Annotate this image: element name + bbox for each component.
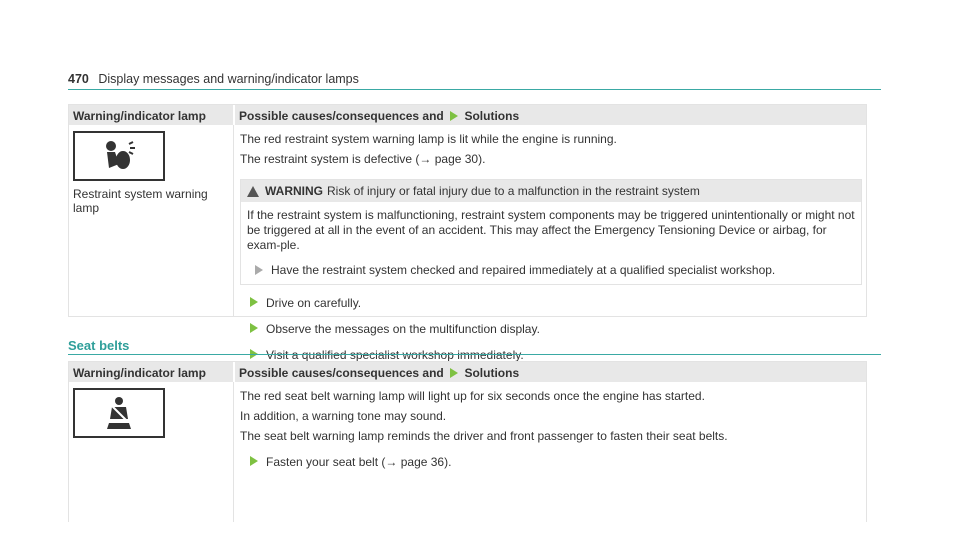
restraint-system-icon	[73, 131, 165, 181]
arrow-icon	[250, 456, 258, 466]
lamp-cell	[69, 382, 233, 522]
arrow-icon	[255, 265, 263, 275]
action-text: Fasten your seat belt (→ page 36).	[266, 455, 452, 469]
arrow-icon	[450, 368, 458, 378]
warning-text: If the restraint system is malfunctioning, restraint system components may be triggered unintentionally or might not be triggered at all in the event of an accident. This may affect the Emergency Tensioning Device or airbag, for exam-ple.	[247, 208, 855, 252]
causes-cell	[233, 125, 866, 362]
warning-action	[255, 263, 855, 278]
seat-belt-table	[68, 361, 867, 522]
table-header	[69, 362, 866, 382]
header-divider	[68, 89, 881, 90]
seat-belt-icon	[73, 388, 165, 438]
warning-box	[240, 179, 862, 285]
column-header-lamp: Warning/indicator lamp	[73, 366, 206, 380]
action-text: Drive on carefully.	[266, 296, 362, 310]
warning-action-text: Have the restraint system checked and repaired immediately at a qualified specialist workshop.	[271, 263, 776, 277]
warning-body	[241, 202, 861, 284]
arrow-icon	[450, 111, 458, 121]
description-line: In addition, a warning tone may sound.	[240, 409, 447, 423]
lamp-label: Restraint system warning lamp	[73, 187, 208, 215]
column-header-causes-text: Possible causes/consequences and	[239, 109, 444, 123]
column-header-causes	[233, 105, 866, 125]
column-header-solutions-text: Solutions	[464, 109, 520, 123]
warning-subtitle: Risk of injury or fatal injury due to a malfunction in the restraint system	[327, 184, 700, 198]
table-header	[69, 105, 866, 125]
column-header-causes-text: Possible causes/consequences and	[239, 366, 444, 380]
warning-header	[241, 180, 861, 202]
section-title: Seat belts	[68, 338, 130, 353]
description-line: The restraint system is defective (→ page 30).	[240, 152, 486, 166]
arrow-icon	[250, 297, 258, 307]
lamp-cell	[69, 125, 233, 316]
page-header	[68, 72, 359, 86]
page-header-title: Display messages and warning/indicator lamps	[98, 72, 359, 86]
warning-title: WARNING	[265, 184, 323, 198]
action-text: Observe the messages on the multifunction display.	[266, 322, 540, 336]
table-row	[69, 382, 866, 522]
action-item	[250, 454, 862, 470]
section-divider	[68, 354, 881, 355]
description-line: The red seat belt warning lamp will light up for six seconds once the engine has started.	[240, 389, 705, 403]
column-header-lamp: Warning/indicator lamp	[73, 109, 206, 123]
action-item	[250, 321, 862, 337]
warning-icon	[247, 186, 259, 197]
action-item	[250, 295, 862, 311]
description-line: The red restraint system warning lamp is lit while the engine is running.	[240, 132, 617, 146]
column-header-solutions-text: Solutions	[464, 366, 520, 380]
action-text: Visit a qualified specialist workshop immediately.	[266, 348, 524, 362]
column-header-causes	[233, 362, 866, 382]
description-line: The seat belt warning lamp reminds the driver and front passenger to fasten their seat belts.	[240, 429, 728, 443]
causes-cell	[233, 382, 866, 522]
arrow-icon	[250, 323, 258, 333]
page-number: 470	[68, 72, 89, 86]
